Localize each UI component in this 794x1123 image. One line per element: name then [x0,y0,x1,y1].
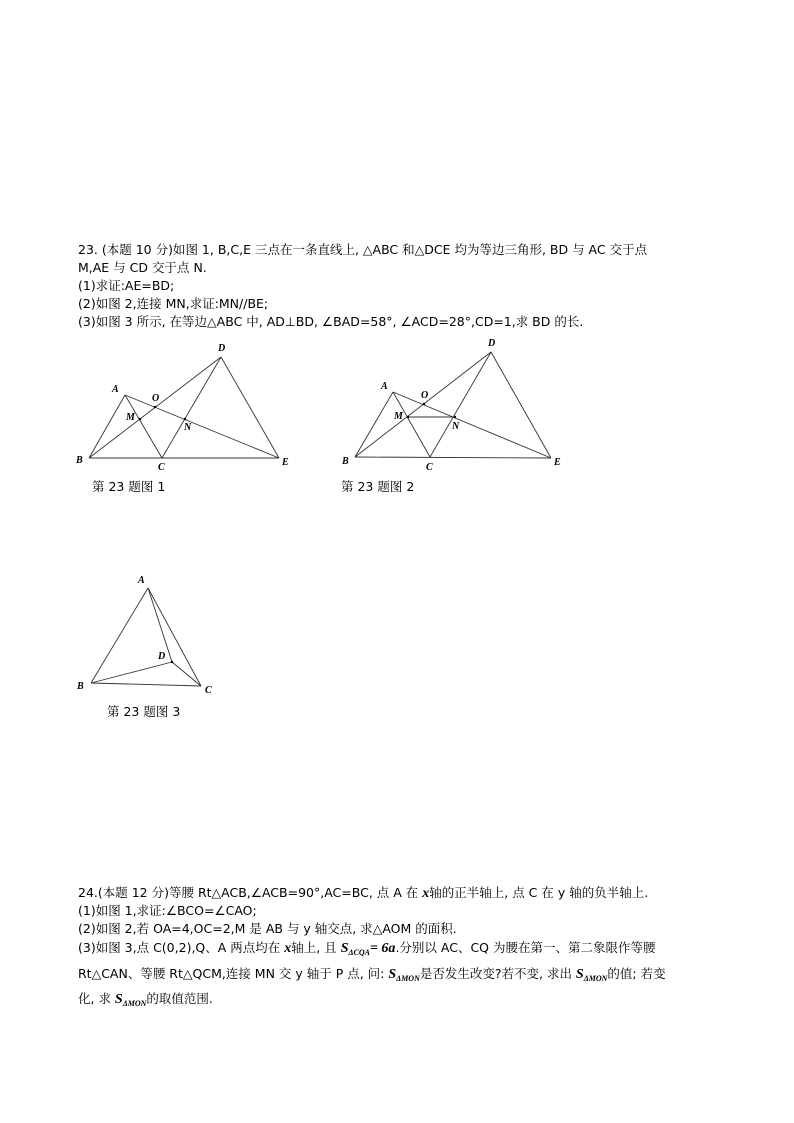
label-C: C [158,462,165,473]
area-symbol: S [114,992,123,1007]
label-C: C [205,685,212,696]
label-E: E [554,457,561,468]
label-O: O [421,390,429,401]
area-subscript-mon: ΔMON [396,974,420,983]
area-subscript-cqa: ΔCQA [348,948,370,957]
q24-line1-b: 轴的正半轴上, 点 C 在 y 轴的负半轴上. [429,885,649,900]
q24-part3-c: .分别以 AC、CQ 为腰在第一、第二象限作等腰 [395,940,656,955]
q24-line4-c: 的值; 若变 [607,966,666,981]
q23-part1: (1)求证:AE=BD; [78,278,175,293]
label-B: B [342,456,349,467]
label-D: D [158,651,166,662]
q24-part3-b: 轴上, 且 [291,940,341,955]
area-value: = 6a [369,941,396,956]
figure-23-3-caption: 第 23 题图 3 [107,704,181,719]
q24-part1: (1)如图 1,求证:∠BCO=∠CAO; [78,903,257,918]
area-symbol: S [388,967,397,982]
q23-line2: M,AE 与 CD 交于点 N. [78,260,207,275]
q24-line4-a: Rt△CAN、等腰 Rt△QCM,连接 MN 交 y 轴于 P 点, 问: [78,966,389,981]
segment-AC [148,588,201,686]
label-C: C [426,462,433,473]
q24-line4-b: 是否发生改变?若不变, 求出 [419,966,576,981]
q24-line1 [78,884,648,903]
area-symbol: S [340,941,349,956]
q24-line5-a: 化, 求 [78,991,115,1006]
label-M: M [126,412,135,423]
label-M: M [394,411,403,422]
area-subscript-mon: ΔMON [122,999,147,1008]
x-variable: x [284,941,292,956]
q24-part2: (2)如图 2,若 OA=4,OC=2,M 是 AB 与 y 轴交点, 求△AOM 的面积. [78,921,457,936]
segment-BC [91,683,201,686]
figure-23-1-caption: 第 23 题图 1 [92,479,166,494]
label-A: A [138,575,145,586]
label-N: N [452,421,460,432]
segment-AB [91,588,148,683]
area-symbol: S [575,967,584,982]
q23-part2: (2)如图 2,连接 MN,求证:MN//BE; [78,296,269,311]
segment-CD [172,662,201,686]
x-variable: x [422,886,430,901]
point-D [171,661,173,663]
label-N: N [184,422,192,433]
label-O: O [152,393,160,404]
label-D: D [218,343,226,354]
q24-part3-a: (3)如图 3,点 C(0,2),Q、A 两点均在 [78,940,285,955]
label-A: A [381,381,388,392]
label-B: B [76,455,83,466]
q24-line4 [78,965,666,988]
q23-part3: (3)如图 3 所示, 在等边△ABC 中, AD⊥BD, ∠BAD=58°, ∠ACD=28°,CD=1,求 BD 的长. [78,314,584,329]
q23-line1: 23. (本题 10 分)如图 1, B,C,E 三点在一条直线上, △ABC 和△DCE 均为等边三角形, BD 与 AC 交于点 [78,242,648,257]
segment-BD [91,662,172,683]
label-B: B [77,681,84,692]
q24-part3 [78,939,656,962]
label-A: A [112,384,119,395]
figure-23-2-caption: 第 23 题图 2 [341,479,415,494]
q24-line1-a: 24.(本题 12 分)等腰 Rt△ACB,∠ACB=90°,AC=BC, 点 A 在 [78,885,423,900]
label-D: D [488,338,496,349]
label-E: E [282,457,289,468]
q24-line5-b: 的取值范围. [146,991,213,1006]
q24-line5 [78,990,213,1013]
area-subscript-mon: ΔMON [583,974,608,983]
